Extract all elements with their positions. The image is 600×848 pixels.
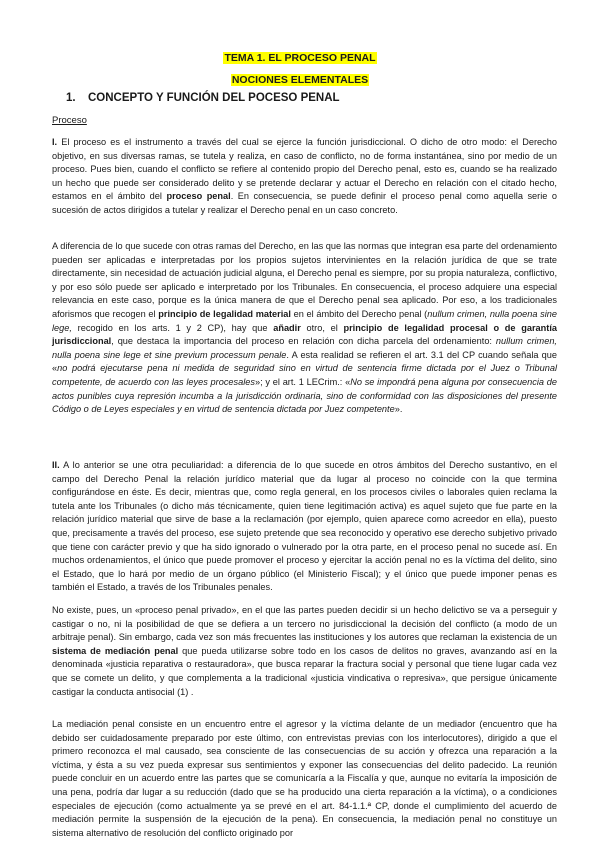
paragraph-2 bbox=[52, 240, 557, 417]
paragraph-3 bbox=[52, 459, 557, 595]
p2-italic-maxim: nullum crimen, nulla poena sine lege, bbox=[52, 308, 558, 333]
section-number: 1. bbox=[66, 92, 76, 104]
document-title-text: TEMA 1. EL PROCESO PENAL bbox=[224, 52, 376, 64]
p2-text-c: en el ámbito del Derecho penal ( bbox=[290, 308, 428, 319]
p2-text-g: otro, el bbox=[300, 322, 344, 333]
p2-italic-quote-lecrim: No se impondrá pena alguna por consecuencia de actos punibles cuya represión incumba a la jurisdicción ordinaria, sino de conformidad con las disposiciones del presente Código o de Leyes especiales y en virtud de sentencia dictada por Juez competente bbox=[52, 376, 557, 415]
p2-text-a: A diferencia de lo que sucede con otras ramas del Derecho, en las que las normas que integran esa parte del ordenamiento pueden ser aplicadas e interpretadas por los propios sujetos intervinientes en la relación jurídica de que se trate directamente, sin necesidad de actuación judicial alguna, el Derecho penal es siempre, por su propia naturaleza, conflictivo, y por eso sólo puede ser aplicado e interpretado por los Tribunales. En consecuencia, el proceso adquiere una especial relevancia en este caso, porque es la única manera de que el Derecho penal sea aplicado. Por eso, a los tradicionales aforismos que recogen el bbox=[52, 241, 557, 319]
paragraph-1 bbox=[52, 136, 557, 218]
p1-text-c: . En consecuencia, se puede definir el proceso penal como aquella serie o sucesión de actos dirigidos a tutelar y realizar el Derecho penal en un caso concreto. bbox=[52, 191, 557, 215]
p2-bold-anadir: añadir bbox=[273, 322, 301, 333]
p2-bold-legalidad-procesal: principio de legalidad procesal o de garantía jurisdiccional bbox=[52, 322, 557, 347]
p3-text-a: A lo anterior se une otra peculiaridad: a diferencia de lo que sucede en otros ámbitos del Derecho sustantivo, en el campo del Derecho Penal la relación jurídico material que da lugar al proceso no coincide con la que termina configurándose en éste. Es decir, mientras que, como regla general, en los procesos civiles o laborales quien reclama la tutela ante los Tribunales (o dicho más técnicamente, quien tiene legitimación activa) es aquel sujeto que fue parte en la relación jurídico material que sirve de base a la reclamación (por ejemplo, quien aparece como acreedor en ella), puesto que, precisamente a través del proceso, ese sujeto pretende que sea reconocido y operativo ese derecho subjetivo privado que tiene con carácter previo y que ha sido ignorado o vulnerado por la otra parte, en el proceso penal no sucede así. En muchos ordenamientos, el único que puede promover el proceso y ejercitar la acción penal no es la víctima del delito, sino el Estado, que lo hará por medio de un órgano público (el Ministerio Fiscal); y el único que puede imponer penas es también el Estado, a través de los Tribunales penales. bbox=[52, 460, 557, 593]
p2-italic-maxim-2: nullum crimen, nulla poena sine lege et sine previum processum penale bbox=[52, 336, 557, 360]
p2-text-k: . A esta realidad se refieren el art. 3.1 del CP cuando señala que « bbox=[52, 349, 558, 374]
p2-text-i: , que destaca la importancia del proceso en relación con dicha parcela del ordenamiento: bbox=[111, 336, 496, 347]
p2-bold-legalidad-material: principio de legalidad material bbox=[158, 308, 291, 319]
section-title: CONCEPTO Y FUNCIÓN DEL POCESO PENAL bbox=[88, 92, 340, 104]
p5-text-a: La mediación penal consiste en un encuentro entre el agresor y la víctima delante de un mediador (encuentro que ha debido ser cuidadosamente preparado por este último, con entrevistas previas con los interlocutores), dirigido a que el primero reconozca el mal causado, sea consciente de las consecuencias de su acción y ofrezca una reparación a la víctima, y ésta a su vez pueda expresar sus sentimientos y exponer las consecuencias del delito padecido. La reunión puede concluir en un acuerdo entre las partes que se comunicaría a la Fiscalía y que, aunque no evitaría la imposición de una pena, podría dar lugar a su reducción (dado que se ha producido una cierta reparación a la víctima), o a condiciones especiales de ejecución (como actualmente ya se prevé en el art. 84-1.1.ª CP, donde el cumplimiento del acuerdo de mediación permite la suspensión de la ejecución de la pena). En consecuencia, la mediación penal no constituye un sistema alternativo de resolución del conflicto originado por bbox=[52, 719, 557, 838]
p4-text-c: que pueda utilizarse sobre todo en los casos de delitos no graves, avanzando así en la denominada «justicia reparativa o restauradora», que busca reparar la fractura social y personal que tiene lugar cada vez que se comete un delito, y que complementa a la tradicional «justicia vindicativa o represiva», que persigue únicamente castigar la conducta antisocial (1) . bbox=[52, 645, 557, 697]
p2-text-m: »; y el art. 1 LECrim.: « bbox=[255, 376, 351, 387]
p1-text-a: El proceso es el instrumento a través del cual se ejerce la función jurisdiccional. O dicho de otro modo: el Derecho objetivo, en sus diversas ramas, se tutela y realiza, en caso de conflicto, no de forma instantánea, sino por medio de un proceso. Pues bien, cuando el conflicto se refiere al contenido propio del Derecho penal, esto es, cuando se ha realizado un hecho que puede ser considerado delito y se pretende declarar y actuar el Derecho en relación con el citado hecho, estamos en el ámbito del bbox=[52, 137, 557, 202]
subsection-heading: Proceso bbox=[52, 115, 87, 126]
document-subtitle bbox=[0, 70, 600, 88]
p2-text-e: recogido en los arts. 1 y 2 CP), hay que bbox=[71, 322, 274, 333]
p4-bold-mediacion: sistema de mediación penal bbox=[52, 645, 179, 656]
roman-numeral-2: II. bbox=[52, 460, 60, 470]
document-title bbox=[0, 48, 600, 66]
section-heading bbox=[66, 92, 340, 104]
p4-text-a: No existe, pues, un «proceso penal privado», en el que las partes pueden decidir si un hecho delictivo se va a perseguir y castigar o no, ni la posibilidad de que se defiera a un tercero no jurisdiccional la decisión del conflicto (a modo de un arbitraje penal). Sin embargo, cada vez son más frecuentes las instituciones y los autores que reclaman la existencia de un bbox=[52, 605, 557, 643]
paragraph-4 bbox=[52, 604, 557, 699]
paragraph-5 bbox=[52, 718, 557, 840]
roman-numeral-1: I. bbox=[52, 137, 58, 147]
p1-bold-term: proceso penal bbox=[166, 191, 231, 202]
p2-text-o: ». bbox=[394, 404, 403, 415]
document-subtitle-text: NOCIONES ELEMENTALES bbox=[231, 74, 369, 86]
p2-italic-quote-cp: no podrá ejecutarse pena ni medida de seguridad sino en virtud de sentencia firme dictada por el Juez o Tribunal competente, de acuerdo con las leyes procesales bbox=[52, 363, 557, 387]
